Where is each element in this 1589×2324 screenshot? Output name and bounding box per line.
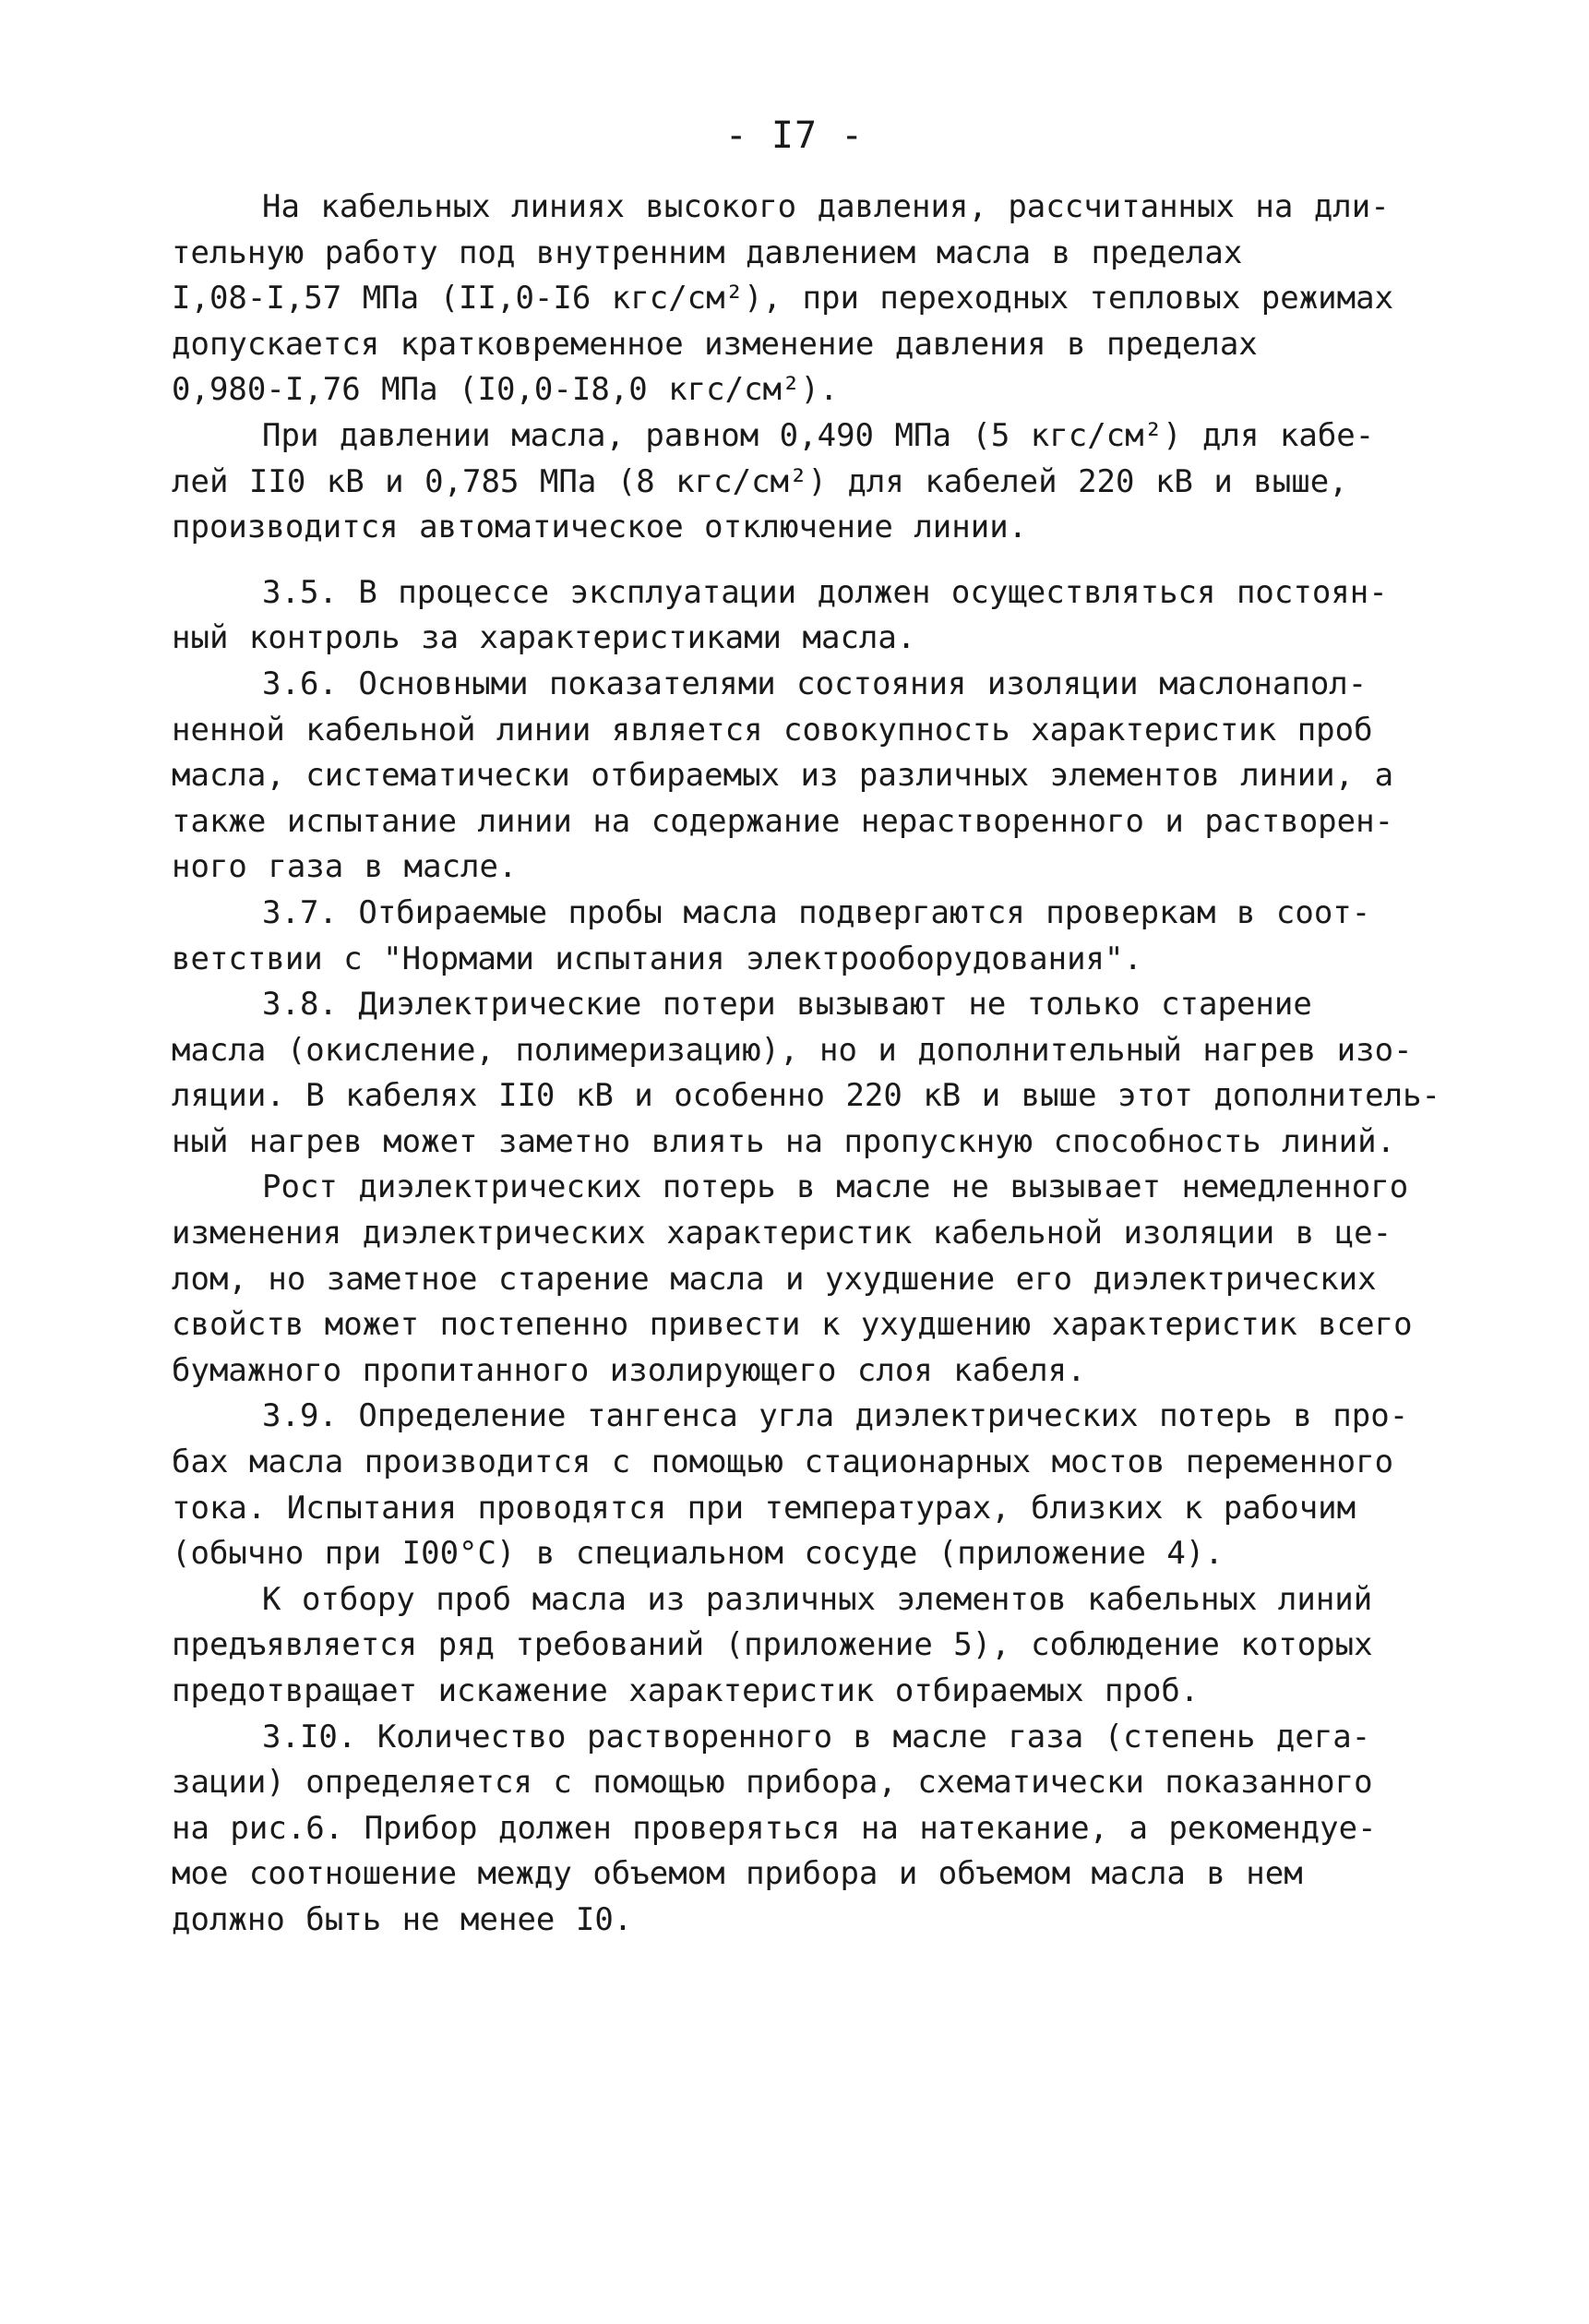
text-line: также испытание линии на содержание нерастворенного и растворен- bbox=[172, 802, 1394, 840]
text-line: К отбору проб масла из различных элементов кабельных линий bbox=[262, 1580, 1373, 1618]
text-line: При давлении масла, равном 0,490 МПа (5 кгс/см²) для кабе- bbox=[262, 416, 1375, 454]
paragraph-3-8 bbox=[172, 982, 1441, 1165]
text-line: (обычно при I00°С) в специальном сосуде (приложение 4). bbox=[172, 1535, 1224, 1573]
text-line: Рост диэлектрических потерь в масле не вызывает немедленного bbox=[262, 1168, 1409, 1206]
text-line: лом, но заметное старение масла и ухудшение его диэлектрических bbox=[172, 1260, 1377, 1298]
text-line: лей II0 кВ и 0,785 МПа (8 кгс/см²) для кабелей 220 кВ и выше, bbox=[172, 462, 1348, 500]
paragraph-auto-disconnect bbox=[172, 413, 1399, 551]
text-line: масла (окисление, полимеризацию), но и дополнительный нагрев изо- bbox=[172, 1031, 1413, 1069]
text-line: предотвращает искажение характеристик отбираемых проб. bbox=[172, 1672, 1200, 1709]
text-line: 3.8. Диэлектрические потери вызывают не только старение bbox=[262, 986, 1312, 1024]
paragraph-3-10 bbox=[172, 1715, 1399, 1944]
text-line: 3.6. Основными показателями состояния изоляции маслонапол- bbox=[262, 665, 1368, 702]
page-number: - I7 - bbox=[724, 114, 865, 157]
body-text bbox=[172, 185, 1441, 1944]
text-line: ляции. В кабелях II0 кВ и особенно 220 кВ и выше этот дополнитель- bbox=[172, 1077, 1441, 1115]
text-line: На кабельных линиях высокого давления, рассчитанных на дли- bbox=[262, 188, 1390, 225]
text-line: тока. Испытания проводятся при температурах, близких к рабочим bbox=[172, 1489, 1356, 1527]
text-line: ный нагрев может заметно влиять на пропускную способность линий. bbox=[172, 1122, 1396, 1160]
text-line: 3.9. Определение тангенса угла диэлектрических потерь в про- bbox=[262, 1397, 1409, 1435]
text-line: производится автоматическое отключение линии. bbox=[172, 509, 1028, 546]
text-line: зации) определяется с помощью прибора, схематически показанного bbox=[172, 1764, 1373, 1802]
paragraph-3-7 bbox=[172, 891, 1399, 982]
text-line: ный контроль за характеристиками масла. bbox=[172, 619, 916, 657]
text-line: тельную работу под внутренним давлением масла в пределах bbox=[172, 234, 1243, 271]
text-line: 3.5. В процессе эксплуатации должен осуществляться постоян- bbox=[262, 573, 1388, 611]
text-line: I,08-I,57 МПа (II,0-I6 кгс/см²), при переходных тепловых режимах bbox=[172, 280, 1394, 317]
text-line: должно быть не менее I0. bbox=[172, 1900, 633, 1938]
text-line: ного газа в масле. bbox=[172, 848, 518, 886]
text-line: ненной кабельной линии является совокупность характеристик проб bbox=[172, 711, 1373, 749]
paragraph-sampling-requirements bbox=[172, 1577, 1399, 1715]
text-line: мое соотношение между объемом прибора и объемом масла в нем bbox=[172, 1855, 1303, 1893]
text-line: допускается кратковременное изменение давления в пределах bbox=[172, 325, 1258, 363]
text-line: масла, систематически отбираемых из различных элементов линии, а bbox=[172, 757, 1394, 795]
text-line: 3.I0. Количество растворенного в масле газа (степень дега- bbox=[262, 1718, 1371, 1755]
text-line: бах масла производится с помощью стационарных мостов переменного bbox=[172, 1444, 1394, 1481]
text-line: свойств может постепенно привести к ухудшению характеристик всего bbox=[172, 1306, 1413, 1344]
text-line: бумажного пропитанного изолирующего слоя кабеля. bbox=[172, 1351, 1086, 1389]
text-line: 0,980-I,76 МПа (I0,0-I8,0 кгс/см²). bbox=[172, 371, 839, 409]
text-line: изменения диэлектрических характеристик кабельной изоляции в це- bbox=[172, 1215, 1392, 1252]
paragraph-3-6 bbox=[172, 662, 1399, 891]
text-line: на рис.6. Прибор должен проверяться на натекание, а рекомендуе- bbox=[172, 1809, 1377, 1847]
paragraph-3-5 bbox=[172, 570, 1399, 662]
paragraph-dielectric-growth bbox=[172, 1165, 1413, 1394]
text-line: ветствии с "Нормами испытания электрооборудования". bbox=[172, 940, 1142, 977]
paragraph-pressure-limits bbox=[172, 185, 1399, 413]
paragraph-3-9 bbox=[172, 1394, 1409, 1576]
text-line: предъявляется ряд требований (приложение 5), соблюдение которых bbox=[172, 1626, 1373, 1664]
text-line: 3.7. Отбираемые пробы масла подвергаются проверкам в соот- bbox=[262, 893, 1371, 931]
